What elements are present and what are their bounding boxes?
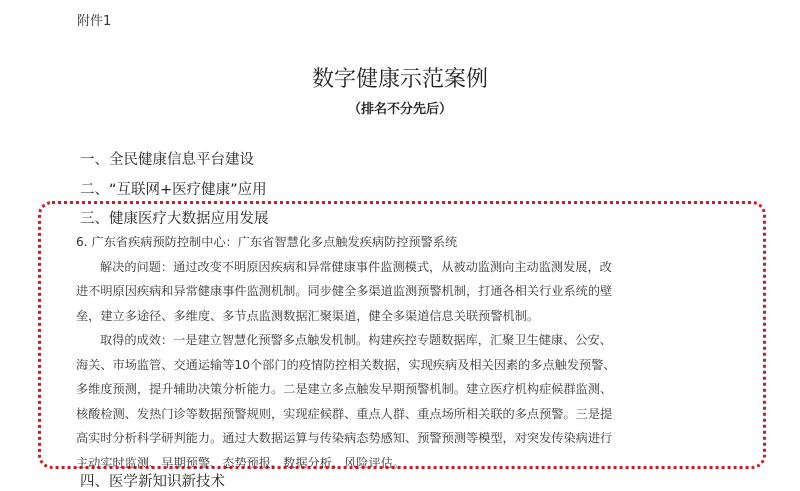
section-heading-4: 四、医学新知识新技术	[80, 474, 225, 490]
result-line-3: 多维度预测，提升辅助决策分析能力。二是建立多点触发早期预警机制。建立医疗机构症候群监测、	[76, 382, 613, 396]
result-line-5: 高实时分析科学研判能力。通过大数据运算与传染病态势感知、预警预测等模型，对突发传染病进行	[76, 431, 613, 445]
section-heading-3: 三、健康医疗大数据应用发展	[80, 211, 269, 227]
section-heading-1: 一、全民健康信息平台建设	[80, 152, 254, 168]
result-line-1: 取得的成效：一是建立智慧化预警多点触发机制。构建疾控专题数据库，汇聚卫生健康、公安、	[100, 333, 612, 347]
result-line-6: 主动实时监测、早期预警、态势预报、数据分析、风险评估。	[76, 455, 406, 470]
problem-line-1: 解决的问题：通过改变不明原因疾病和异常健康事件监测模式，从被动监测向主动监测发展，改	[100, 259, 612, 274]
annex-label: 附件1	[77, 14, 112, 29]
case-body	[76, 230, 728, 475]
result-line-2: 海关、市场监管、交通运输等10个部门的疫情防控相关数据，实现疾病及相关因素的多点触发预警、	[76, 357, 616, 372]
result-line-4: 核酸检测、发热门诊等数据预警规则，实现症候群、重点人群、重点场所相关联的多点预警。三是提	[76, 406, 613, 421]
document-subtitle: （排名不分先后）	[347, 102, 452, 117]
problem-line-3: 垒，建立多途径、多维度、多节点监测数据汇聚渠道，健全多渠道信息关联预警机制。	[76, 308, 540, 323]
problem-line-2: 进不明原因疾病和异常健康事件监测机制。同步健全多渠道监测预警机制，打通各相关行业系统的壁	[76, 284, 613, 298]
section-heading-2: 二、“互联网+医疗健康”应用	[80, 182, 267, 198]
case-heading: 6. 广东省疾病预防控制中心：广东省智慧化多点触发疾病防控预警系统	[76, 235, 458, 249]
document-title: 数字健康示范案例	[311, 67, 488, 92]
